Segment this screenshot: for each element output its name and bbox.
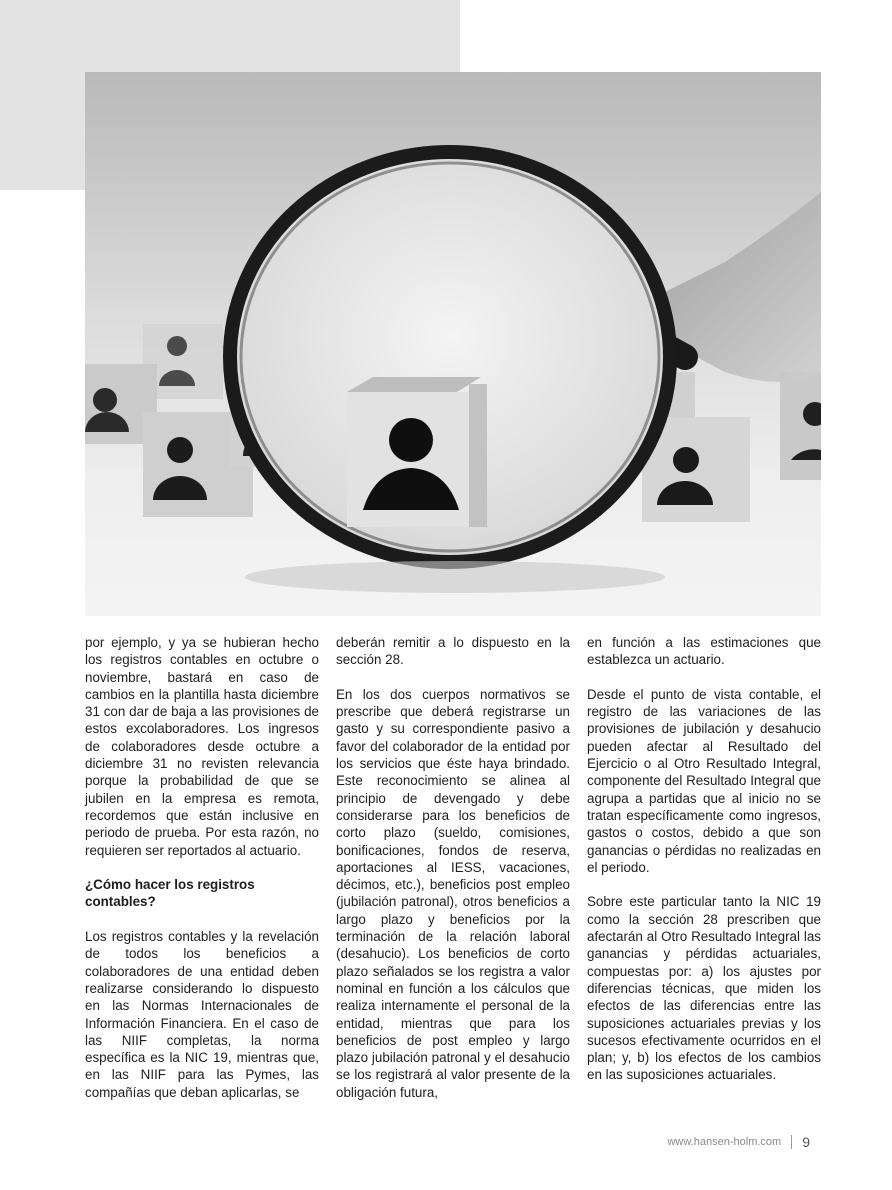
magnifying-glass-photo xyxy=(85,72,821,616)
paragraph: por ejemplo, y ya se hubieran hecho los registros contables en octubre o noviembre, bastará en caso de cambios en la plantilla hasta diciembre 31 con dar de baja a las provisiones de estos excolaboradores. Los ingresos de colaboradores desde octubre a diciembre 31 no revisten relevancia porque la probabilidad de que se jubilen en la empresa es remota, recordemos que están inclusive en periodo de prueba. Por esta razón, no requieren ser reportados al actuario. xyxy=(85,635,319,858)
footer-divider xyxy=(791,1135,792,1149)
paragraph: Sobre este particular tanto la NIC 19 como la sección 28 prescriben que afectarán al Otro Resultado Integral las ganancias y pérdidas actuariales, compuestas por: a) los ajustes por diferencias técnicas, que miden los efectos de las diferencias entre las suposiciones actuariales previas y los sucesos efectivamente ocurridos en el plan; y, b) los efectos de los cambios en las suposiciones actuariales. xyxy=(587,894,821,1083)
page-footer xyxy=(667,1134,810,1150)
paragraph: Desde el punto de vista contable, el registro de las variaciones de las provisiones de jubilación y desahucio pueden afectar al Resultado del Ejercicio o al Otro Resultado Integral, componente del Resultado Integral que agrupa a partidas que al inicio no se tratan específicamente como ingresos, gastos o costos, debido a que son ganancias o pérdidas no realizadas en el periodo. xyxy=(587,686,821,875)
website-link[interactable]: www.hansen-holm.com xyxy=(667,1136,782,1148)
person-block-icon xyxy=(780,372,821,480)
text-column-2 xyxy=(336,634,570,1118)
text-column-3 xyxy=(587,634,821,1101)
text-column-1 xyxy=(85,634,319,1118)
magnified-person-block-icon xyxy=(347,377,487,527)
section-heading: ¿Cómo hacer los registros contables? xyxy=(85,877,255,910)
paragraph: en función a las estimaciones que establezca un actuario. xyxy=(587,635,821,668)
page-number: 9 xyxy=(802,1134,810,1150)
paragraph: deberán remitir a lo dispuesto en la sección 28. xyxy=(336,635,570,668)
paragraph: Los registros contables y la revelación de todos los beneficios a colaboradores de una entidad deben realizarse considerando lo dispuesto en las Normas Internacionales de Información Financiera. En el caso de las NIIF completas, la norma específica es la NIC 19, mientras que, en las NIIF para las Pymes, las compañías que deban aplicarlas, se xyxy=(85,929,319,1100)
paragraph: En los dos cuerpos normativos se prescribe que deberá registrarse un gasto y su correspondiente pasivo a favor del colaborador de la entidad por los servicios que éste haya brindado. Este reconocimiento se alinea al principio de devengado y debe considerarse para los beneficios de corto plazo (sueldo, comisiones, bonificaciones, fondos de reserva, aportaciones al IESS, vacaciones, décimos, etc.), beneficios post empleo (jubilación patronal), otros beneficios a largo plazo y beneficios por la terminación de la relación laboral (desahucio). Los beneficios de corto plazo señalados se los registra a valor nominal en función a los cálculos que realiza internamente el personal de la entidad, mientras que para los beneficios de post empleo y largo plazo jubilación patronal y el desahucio se los registrará al valor presente de la obligación futura, xyxy=(336,686,570,1100)
